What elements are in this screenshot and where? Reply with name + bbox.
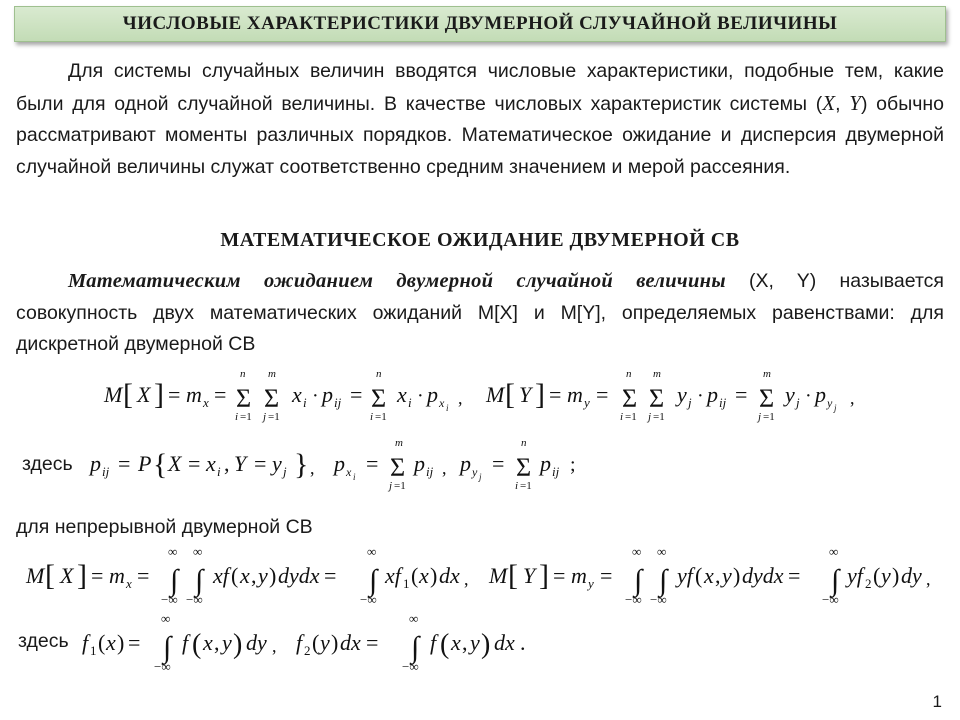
svg-text:M: M (489, 563, 508, 588)
svg-text:): ) (892, 563, 900, 588)
svg-text:=1: =1 (268, 411, 280, 423)
slide-title-text: ЧИСЛОВЫЕ ХАРАКТЕРИСТИКИ ДВУМЕРНОЙ СЛУЧАЙНОЙ ВЕЛИЧИНЫ (122, 13, 838, 34)
svg-text:x: x (704, 563, 714, 588)
intro-text-a: Для системы случайных величин вводятся числовые характеристики, подобные тем, какие были для одной случайной величины. В качестве числовых характеристик системы ( (16, 60, 944, 115)
svg-text:−∞: −∞ (186, 592, 203, 607)
svg-text:): ) (430, 563, 438, 588)
svg-text:[: [ (123, 378, 133, 411)
svg-text:]: ] (535, 378, 545, 411)
svg-text:dy: dy (901, 563, 922, 588)
svg-text:x: x (126, 576, 132, 591)
svg-text:p: p (540, 451, 551, 476)
svg-text:(: ( (411, 563, 419, 588)
svg-text:p: p (334, 451, 345, 476)
svg-text:]: ] (77, 559, 87, 592)
svg-text:x: x (397, 382, 407, 407)
svg-text:=: = (549, 382, 562, 407)
svg-text:xf: xf (385, 563, 401, 588)
svg-text:): ) (117, 630, 125, 655)
svg-text:∞: ∞ (657, 544, 667, 559)
svg-text:=: = (735, 382, 748, 407)
svg-text:}: } (294, 448, 309, 481)
svg-text:): ) (481, 629, 491, 660)
svg-text:y: y (272, 451, 282, 476)
section-subheading: МАТЕМАТИЧЕСКОЕ ОЖИДАНИЕ ДВУМЕРНОЙ СВ (220, 229, 740, 251)
svg-text:,: , (462, 630, 468, 655)
definition-rest: называется совокупность двух математических ожиданий M[X] и M[Y], определяемых равенствами: для дискретной двумерной СВ (16, 270, 944, 355)
svg-text:M: M (486, 382, 505, 407)
svg-text:·: · (697, 385, 704, 407)
svg-text:[: [ (508, 559, 518, 592)
svg-text:,: , (715, 563, 721, 588)
svg-text:x: x (346, 465, 352, 479)
svg-text:=: = (214, 382, 227, 407)
here-label-2: здесь (18, 630, 69, 652)
svg-text:Σ: Σ (516, 453, 532, 482)
intro-var-y: Y (849, 90, 861, 115)
svg-text:Σ: Σ (371, 384, 387, 413)
svg-text:M: M (26, 563, 45, 588)
svg-text:p: p (460, 451, 471, 476)
svg-text:(: ( (192, 629, 202, 660)
svg-text:y: y (470, 630, 480, 655)
svg-text:ij: ij (719, 395, 727, 410)
here-label-1: здесь (22, 453, 73, 475)
svg-text:x: x (439, 396, 445, 410)
svg-text:f: f (430, 630, 437, 655)
svg-text:ij: ij (552, 464, 560, 479)
svg-text:y: y (320, 630, 330, 655)
svg-text:=: = (492, 451, 505, 476)
svg-text:Σ: Σ (649, 384, 665, 413)
svg-text:Σ: Σ (390, 453, 406, 482)
svg-text:p: p (90, 451, 101, 476)
svg-text:∫: ∫ (634, 564, 643, 597)
svg-text:1: 1 (403, 576, 410, 591)
svg-text:m: m (268, 368, 276, 380)
svg-text:f: f (296, 630, 303, 655)
svg-text:=: = (254, 451, 267, 476)
svg-text:=: = (118, 451, 131, 476)
svg-text:i: i (217, 464, 221, 479)
svg-text:y: y (722, 563, 732, 588)
svg-text:(: ( (440, 629, 450, 660)
svg-text:∞: ∞ (409, 611, 419, 626)
svg-text:y: y (827, 396, 833, 410)
svg-text:=: = (350, 382, 363, 407)
svg-text:−∞: −∞ (650, 592, 667, 607)
svg-text:dydx: dydx (278, 563, 320, 588)
svg-text:2: 2 (304, 643, 311, 658)
svg-text:=: = (168, 382, 181, 407)
discrete-expectation-formula (103, 368, 855, 423)
svg-text:Σ: Σ (236, 384, 252, 413)
svg-text:=: = (553, 563, 566, 588)
marginal-density-formula (82, 611, 526, 674)
svg-text:ij: ij (426, 464, 434, 479)
svg-text:∫: ∫ (195, 564, 204, 597)
svg-text:−∞: −∞ (822, 592, 839, 607)
svg-text:m: m (567, 382, 583, 407)
svg-text:i: i (446, 403, 449, 413)
svg-text:[: [ (505, 378, 515, 411)
svg-text:xf: xf (213, 563, 229, 588)
svg-text:X: X (168, 451, 182, 476)
svg-text:i: i (620, 411, 624, 423)
svg-text:=: = (128, 630, 141, 655)
svg-text:X: X (60, 563, 74, 588)
svg-text:p: p (414, 451, 425, 476)
svg-text:): ) (233, 629, 243, 660)
svg-text:Y: Y (519, 382, 532, 407)
svg-text:): ) (733, 563, 741, 588)
svg-text:,: , (850, 388, 855, 408)
svg-text:=1: =1 (240, 411, 252, 423)
svg-text:y: y (588, 576, 594, 591)
svg-text:Σ: Σ (759, 384, 775, 413)
svg-text:(: ( (231, 563, 239, 588)
svg-text:,: , (442, 458, 447, 478)
svg-text:j: j (283, 464, 287, 479)
svg-text:,: , (458, 388, 463, 408)
svg-text:M: M (104, 382, 123, 407)
svg-text:(: ( (873, 563, 881, 588)
svg-text:,: , (464, 569, 469, 589)
svg-text:n: n (240, 368, 246, 380)
svg-text:p: p (815, 382, 826, 407)
svg-text:X: X (137, 382, 151, 407)
discrete-probabilities-formula (88, 437, 576, 492)
definition-term: Математическим ожиданием двумерной случайной величины (68, 270, 726, 292)
svg-text:m: m (653, 368, 661, 380)
svg-text:∫: ∫ (659, 564, 668, 597)
svg-text:i: i (235, 411, 239, 423)
svg-text:ij: ij (102, 464, 110, 479)
svg-text:y: y (881, 563, 891, 588)
svg-text:x: x (419, 563, 429, 588)
svg-text:y: y (785, 382, 795, 407)
svg-text:j: j (479, 472, 482, 482)
intro-text-b: ) обычно рассматривают моменты различных порядков. Математическое ожидание и дисперсия двумерной случайной величины служат соответственно средним значением и мерой рассеяния. (16, 92, 944, 178)
svg-text:y: y (258, 563, 268, 588)
svg-text:j: j (389, 480, 393, 492)
svg-text:f: f (182, 630, 189, 655)
svg-text:y: y (584, 395, 590, 410)
svg-text:−∞: −∞ (154, 659, 171, 674)
svg-text:y: y (472, 465, 478, 479)
continuous-expectation-formula (25, 544, 931, 607)
svg-text:y: y (677, 382, 687, 407)
svg-text:=: = (788, 563, 801, 588)
svg-text:x: x (203, 630, 213, 655)
svg-text:m: m (186, 382, 202, 407)
svg-text:ij: ij (334, 395, 342, 410)
svg-text:=1: =1 (763, 411, 775, 423)
svg-text:(: ( (98, 630, 106, 655)
svg-text:x: x (240, 563, 250, 588)
svg-text:∫: ∫ (369, 564, 378, 597)
svg-text:·: · (312, 385, 319, 407)
svg-text:(: ( (312, 630, 320, 655)
svg-text:dx: dx (340, 630, 361, 655)
svg-text:=: = (324, 563, 337, 588)
svg-text:j: j (758, 411, 762, 423)
svg-text:j: j (263, 411, 267, 423)
svg-text:−∞: −∞ (161, 592, 178, 607)
svg-text:(: ( (695, 563, 703, 588)
svg-text:dx: dx (494, 630, 515, 655)
svg-text:p: p (427, 382, 438, 407)
svg-text:∞: ∞ (829, 544, 839, 559)
svg-text:i: i (408, 395, 412, 410)
svg-text:=1: =1 (625, 411, 637, 423)
svg-text:∫: ∫ (163, 631, 172, 664)
svg-text:=: = (137, 563, 150, 588)
svg-text:·: · (417, 385, 424, 407)
svg-text:,: , (310, 458, 315, 478)
svg-text:,: , (926, 569, 931, 589)
svg-text:i: i (370, 411, 374, 423)
svg-text:{: { (153, 448, 168, 481)
svg-text:=1: =1 (653, 411, 665, 423)
svg-text:,: , (251, 563, 257, 588)
svg-text:P: P (138, 451, 152, 476)
svg-text:=: = (600, 563, 613, 588)
svg-text:,: , (272, 636, 277, 656)
svg-text:Σ: Σ (264, 384, 280, 413)
svg-text:i: i (353, 472, 356, 482)
svg-text:j: j (648, 411, 652, 423)
svg-text:∞: ∞ (632, 544, 642, 559)
svg-text:=: = (596, 382, 609, 407)
continuous-label: для непрерывной двумерной СВ (16, 516, 313, 538)
svg-text:j: j (688, 395, 692, 410)
svg-text:−∞: −∞ (402, 659, 419, 674)
svg-text:x: x (292, 382, 302, 407)
svg-text:=: = (188, 451, 201, 476)
intro-comma: , (835, 92, 850, 115)
svg-text:m: m (395, 437, 403, 449)
svg-text:Σ: Σ (622, 384, 638, 413)
svg-text:∞: ∞ (367, 544, 377, 559)
svg-text:Y: Y (234, 451, 247, 476)
svg-text:): ) (331, 630, 339, 655)
svg-text:∫: ∫ (831, 564, 840, 597)
svg-text:=: = (91, 563, 104, 588)
svg-text:): ) (269, 563, 277, 588)
svg-text:x: x (203, 395, 209, 410)
svg-text:m: m (763, 368, 771, 380)
svg-text:j: j (834, 403, 837, 413)
svg-text:.: . (520, 630, 526, 655)
svg-text:j: j (796, 395, 800, 410)
svg-text:dydx: dydx (742, 563, 784, 588)
svg-text:−∞: −∞ (625, 592, 642, 607)
svg-text:Y: Y (523, 563, 536, 588)
svg-text:n: n (626, 368, 632, 380)
svg-text:yf: yf (677, 563, 693, 588)
svg-text:2: 2 (865, 576, 872, 591)
page-number: 1 (932, 692, 942, 711)
svg-text:∫: ∫ (411, 631, 420, 664)
svg-text:x: x (206, 451, 216, 476)
svg-text:]: ] (154, 378, 164, 411)
svg-text:∞: ∞ (168, 544, 178, 559)
svg-text:·: · (805, 385, 812, 407)
svg-text:n: n (376, 368, 382, 380)
svg-text:−∞: −∞ (360, 592, 377, 607)
svg-text:∞: ∞ (193, 544, 203, 559)
svg-text:[: [ (45, 559, 55, 592)
svg-text:∞: ∞ (161, 611, 171, 626)
svg-text:m: m (571, 563, 587, 588)
svg-text:∫: ∫ (170, 564, 179, 597)
svg-text:x: x (106, 630, 116, 655)
svg-text:]: ] (539, 559, 549, 592)
svg-text:,: , (214, 630, 220, 655)
svg-text:=1: =1 (375, 411, 387, 423)
svg-text:=1: =1 (520, 480, 532, 492)
svg-text:p: p (707, 382, 718, 407)
svg-text:,: , (224, 451, 230, 476)
svg-text:n: n (521, 437, 527, 449)
svg-text:=: = (366, 630, 379, 655)
svg-text:p: p (322, 382, 333, 407)
svg-text:1: 1 (90, 643, 97, 658)
svg-text:=1: =1 (394, 480, 406, 492)
svg-text:dy: dy (246, 630, 267, 655)
svg-text:yf: yf (847, 563, 863, 588)
definition-pair: (X, Y) (725, 270, 840, 292)
svg-text:=: = (366, 451, 379, 476)
svg-text:i: i (303, 395, 307, 410)
svg-text:m: m (109, 563, 125, 588)
svg-text:y: y (222, 630, 232, 655)
svg-text:i: i (515, 480, 519, 492)
svg-text:f: f (82, 630, 89, 655)
svg-text:;: ; (570, 454, 576, 476)
svg-text:dx: dx (439, 563, 460, 588)
intro-var-x: X (822, 90, 836, 115)
svg-text:x: x (451, 630, 461, 655)
